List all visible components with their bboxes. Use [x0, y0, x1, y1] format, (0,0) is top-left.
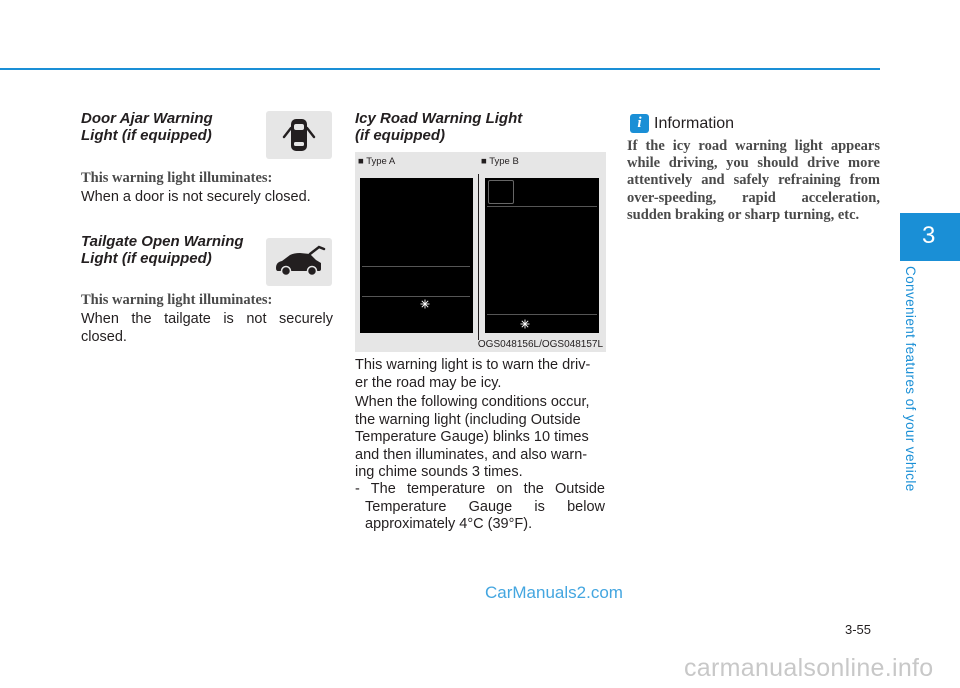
- info-body: [627, 138, 880, 224]
- icy-bullet-line2: Temperature Gauge is below: [365, 498, 605, 515]
- icy-bullet-line3: approximately 4°C (39°F).: [365, 516, 533, 532]
- icy-para1-line1: This warning light is to warn the driv-: [355, 357, 591, 373]
- type-b-cluster-screen: [485, 178, 599, 333]
- door-ajar-body: When a door is not securely closed.: [81, 189, 311, 205]
- door-ajar-icon: [266, 111, 332, 159]
- door-ajar-title-line2: Light (if equipped): [81, 127, 212, 144]
- tailgate-body: [81, 311, 341, 346]
- snowflake-icon: [520, 319, 530, 329]
- icy-road-section: [355, 110, 615, 144]
- icy-road-para1: [355, 357, 607, 392]
- door-ajar-subhead: This warning light illuminates:: [81, 170, 273, 186]
- icy-para1-line2: er the road may be icy.: [355, 374, 502, 391]
- door-ajar-title-line1: Door Ajar Warning: [81, 110, 213, 127]
- info-line1: If the icy road warning light appears: [627, 138, 880, 154]
- info-line5: sudden braking or sharp turning, etc.: [627, 206, 860, 223]
- icy-para2-line3: Temperature Gauge) blinks 10 times: [355, 429, 589, 445]
- figure-divider: [478, 174, 479, 340]
- header-rule: [0, 68, 880, 70]
- tailgate-open-icon: [266, 238, 332, 286]
- door-ajar-icon-box: [266, 111, 332, 159]
- chapter-tab[interactable]: [900, 213, 960, 261]
- type-a-cluster-screen: [360, 178, 473, 333]
- icy-bullet-line1: - The temperature on the Outside: [355, 481, 605, 497]
- icy-road-title-line1: Icy Road Warning Light: [355, 110, 523, 127]
- type-b-box: [488, 180, 514, 204]
- tailgate-title-line2: Light (if equipped): [81, 250, 212, 267]
- info-line4: over-speeding, rapid acceleration,: [627, 189, 880, 206]
- type-a-label: ■ Type A: [358, 156, 396, 167]
- snowflake-icon: [420, 299, 430, 309]
- tailgate-title-line1: Tailgate Open Warning: [81, 233, 244, 250]
- tailgate-icon-box: [266, 238, 332, 286]
- icy-para2-line2: the warning light (including Outside: [355, 411, 581, 428]
- tailgate-subhead: This warning light illuminates:: [81, 292, 273, 308]
- watermark-link[interactable]: CarManuals2.com: [485, 583, 623, 602]
- icy-road-para2: [355, 394, 607, 482]
- type-a-line-2: [362, 296, 470, 297]
- type-b-line-2: [487, 314, 597, 315]
- info-icon: i: [630, 114, 649, 133]
- icy-para2-line1: When the following conditions occur,: [355, 394, 590, 410]
- icy-road-figure: [355, 152, 606, 352]
- icy-road-title: [355, 110, 615, 144]
- icy-road-bullet: [355, 481, 607, 534]
- type-b-line-1: [487, 206, 597, 207]
- info-line2: while driving, you should drive more: [627, 155, 880, 172]
- info-line3: attentively and safely refraining from: [627, 172, 880, 189]
- tailgate-body-line2: closed.: [81, 328, 127, 345]
- chapter-number: 3: [922, 222, 936, 249]
- chapter-title: Convenient features of your vehicle: [903, 266, 918, 492]
- icy-para2-line5: ing chime sounds 3 times.: [355, 464, 523, 480]
- info-title: Information: [654, 115, 735, 132]
- page-number: 3-55: [845, 622, 872, 637]
- figure-caption: OGS048156L/OGS048157L: [477, 339, 603, 350]
- tailgate-body-line1: When the tailgate is not securely: [81, 311, 333, 327]
- type-a-line-1: [362, 266, 470, 267]
- icy-para2-line4: and then illuminates, and also warn-: [355, 446, 588, 463]
- type-b-label: ■ Type B: [481, 156, 519, 167]
- icy-road-title-line2: (if equipped): [355, 127, 445, 144]
- footer-url[interactable]: carmanualsonline.info: [684, 654, 934, 682]
